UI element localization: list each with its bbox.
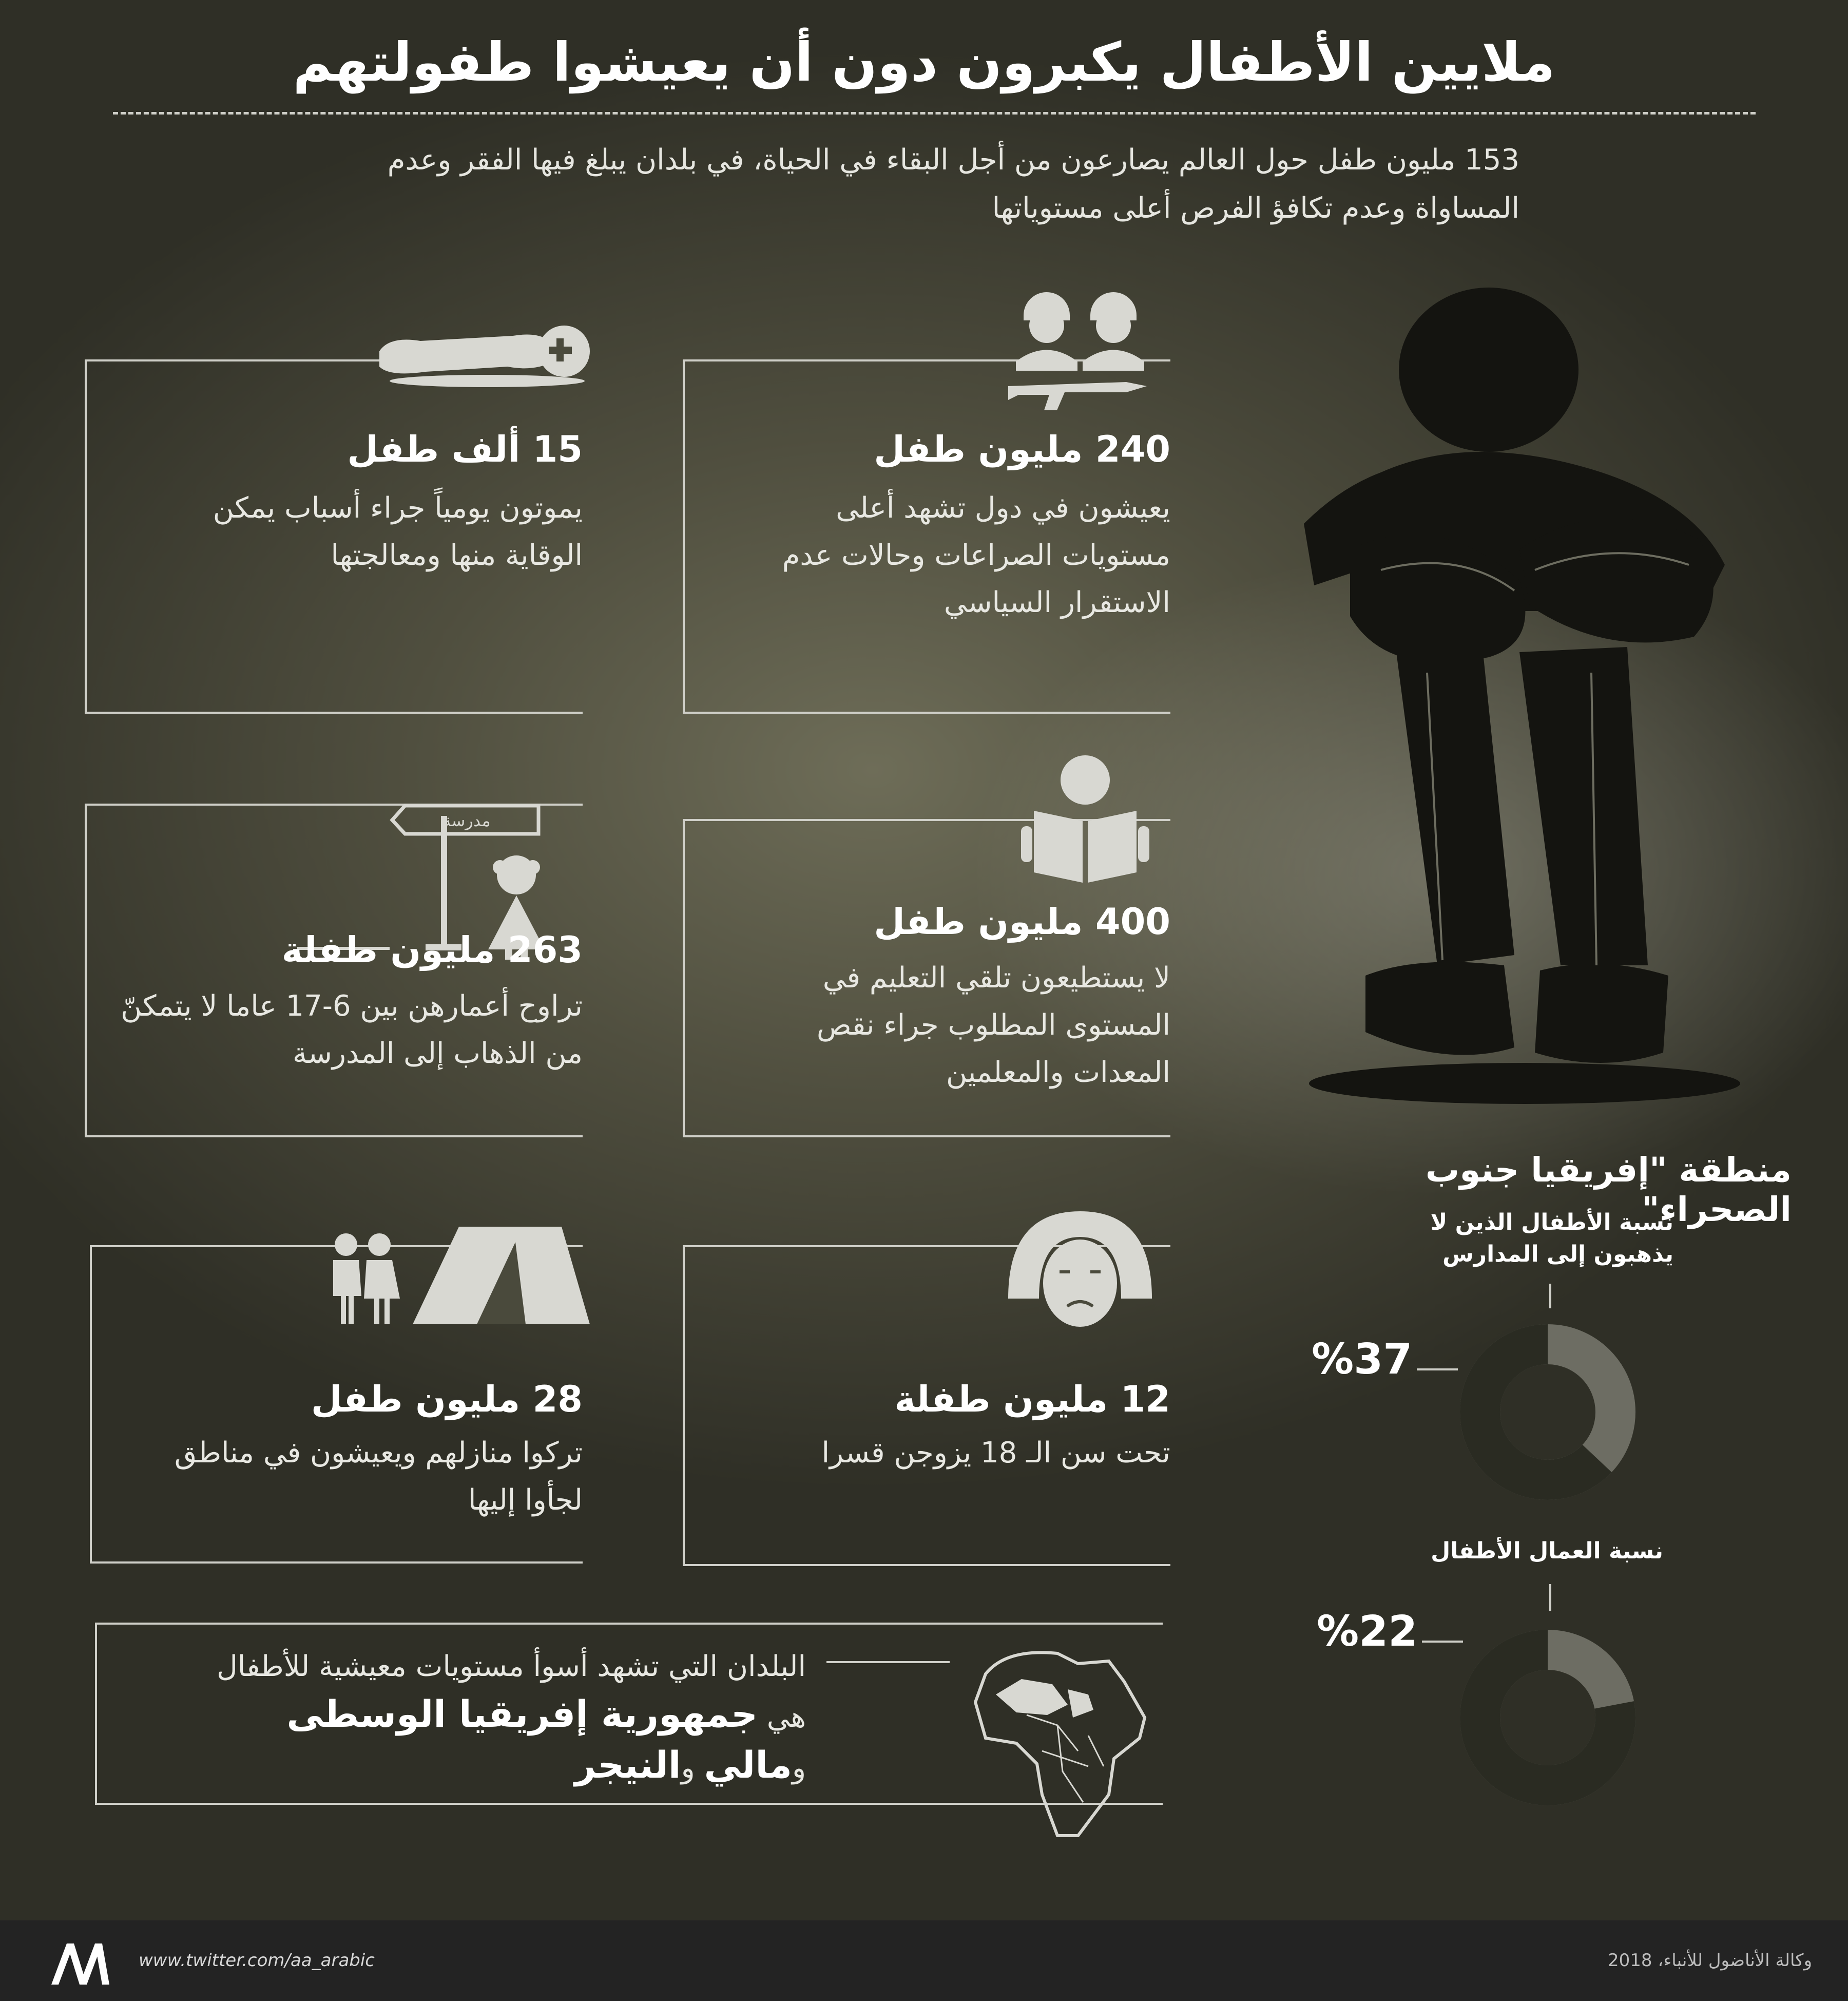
card-education <box>683 819 1170 1137</box>
soldiers-icon <box>1003 274 1157 413</box>
worst-joiner-1: و <box>792 1751 806 1785</box>
sad-girl-icon <box>998 1206 1162 1329</box>
intro-text: 153 مليون طفل حول العالم يصارعون من أجل البقاء في الحياة، في بلدان يبلغ فيها الفقر وعدم المساواة وعدم تكافؤ الفرص أعلى مستوياتها <box>387 143 1519 225</box>
stat-connector-school <box>1549 1284 1551 1308</box>
displaced-text: تركوا منازلهم ويعيشون في مناطق لجأوا إليها <box>174 1436 583 1517</box>
girls-school-number: 263 مليون طفلة <box>281 929 583 971</box>
worst-countries-text <box>205 1643 806 1792</box>
donut-school <box>1458 1322 1638 1502</box>
page-title: ملايين الأطفال يكبرون دون أن يعيشوا طفولتهم <box>293 31 1555 93</box>
stat-pointer-school <box>1417 1368 1458 1370</box>
girls-school-text: تراوح أعمارهن بين 6-17 عاما لا يتمكنّ من الذهاب إلى المدرسة <box>121 989 583 1070</box>
deaths-text: يموتون يومياً جراء أسباب يمكن الوقاية منها ومعالجتها <box>213 491 583 572</box>
title-divider <box>113 112 1756 115</box>
worst-pointer <box>826 1661 950 1663</box>
footer <box>0 1920 1848 2001</box>
marriage-number: 12 مليون طفلة <box>894 1378 1170 1420</box>
card-displaced <box>90 1245 583 1564</box>
tent-children-icon <box>323 1224 590 1327</box>
stat-percent-school: %37 <box>1312 1335 1413 1384</box>
deaths-number: 15 ألف طفل <box>347 428 583 470</box>
conflict-number: 240 مليون طفل <box>874 428 1170 470</box>
region-title: منطقة "إفريقيا جنوب الصحراء" <box>1425 1150 1792 1229</box>
sign-label: مدرسة <box>442 811 491 830</box>
lying-body-icon <box>374 315 595 392</box>
stat-label-school: نسبة الأطفال الذين لا يذهبون إلى المدارس <box>1430 1209 1673 1267</box>
sitting-child-illustration <box>1304 282 1776 1130</box>
stat-pointer-labor <box>1422 1641 1463 1643</box>
footer-copyright: وكالة الأناضول للأنباء، 2018 <box>1608 1950 1812 1971</box>
worst-joiner-2: و <box>681 1751 695 1785</box>
marriage-text: تحت سن الـ 18 يزوجن قسرا <box>821 1436 1170 1470</box>
card-marriage <box>683 1245 1170 1566</box>
card-conflict <box>683 359 1170 714</box>
card-girls-school <box>85 804 583 1137</box>
anadolu-logo-icon <box>49 1936 110 1987</box>
africa-map-icon <box>965 1638 1170 1843</box>
displaced-number: 28 مليون طفل <box>311 1378 583 1420</box>
stat-label-labor: نسبة العمال الأطفال <box>1431 1538 1663 1564</box>
education-text: لا يستطيعون تلقي التعليم في المستوى المطلوب جراء نقص المعدات والمعلمين <box>816 961 1170 1089</box>
card-deaths <box>85 359 583 714</box>
worst-country-mali: مالي <box>704 1743 792 1786</box>
worst-country-car: جمهورية إفريقيا الوسطى <box>286 1692 758 1736</box>
stat-percent-labor: %22 <box>1317 1607 1418 1656</box>
donut-labor <box>1458 1628 1638 1807</box>
footer-url[interactable]: www.twitter.com/aa_arabic <box>139 1950 375 1971</box>
reading-child-icon <box>1018 749 1152 888</box>
worst-country-niger: النيجر <box>574 1743 681 1786</box>
worst-intro: البلدان التي تشهد أسوأ مستويات معيشية للأطفال هي <box>217 1650 806 1734</box>
conflict-text: يعيشون في دول تشهد أعلى مستويات الصراعات وحالات عدم الاستقرار السياسي <box>782 491 1170 619</box>
stat-connector-labor <box>1549 1584 1551 1611</box>
education-number: 400 مليون طفل <box>874 901 1170 943</box>
